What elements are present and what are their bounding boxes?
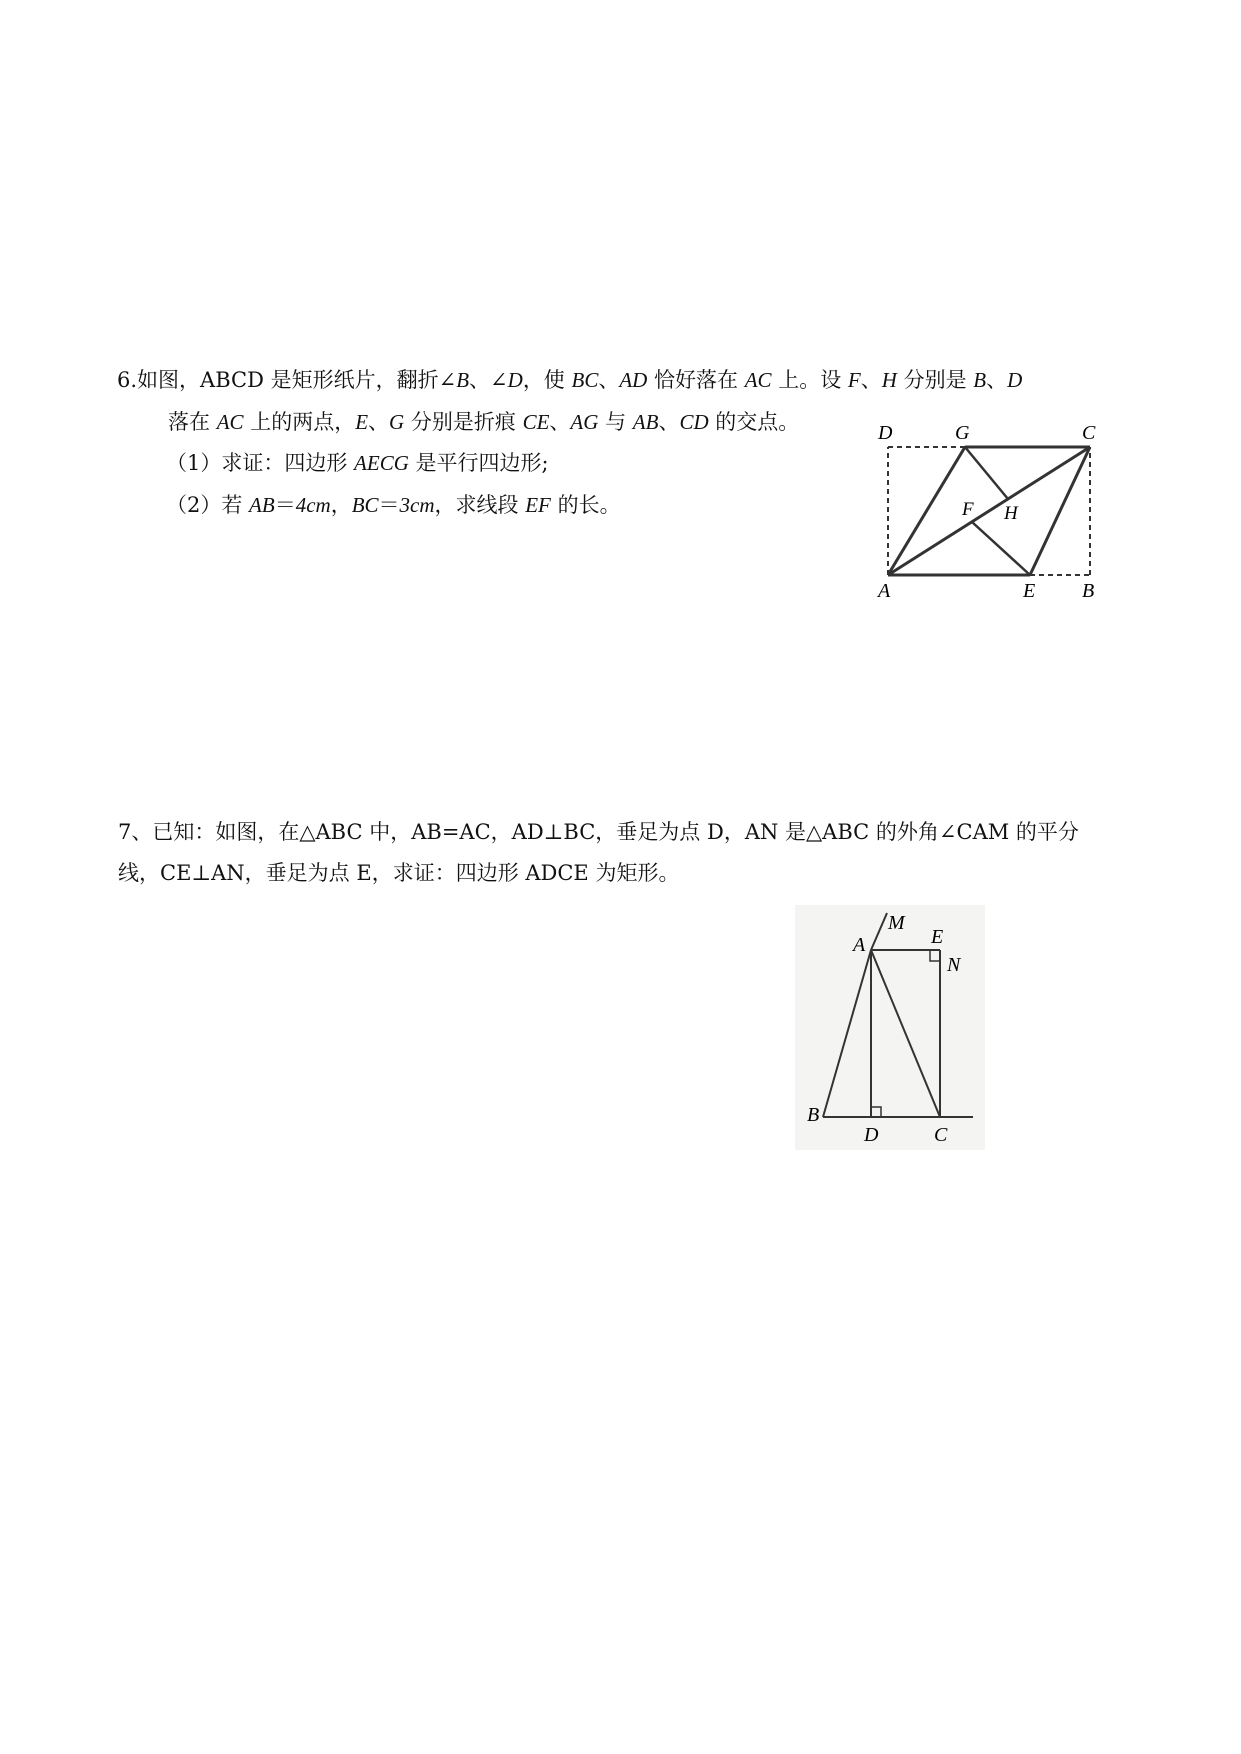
text-run: D xyxy=(507,368,523,392)
text-run: 3cm xyxy=(399,493,435,517)
text-run: ， xyxy=(330,493,352,517)
fig7-label-C: C xyxy=(934,1124,948,1146)
text-run: CE xyxy=(522,410,550,434)
text-run: ＝ xyxy=(378,493,400,517)
text-run: G xyxy=(389,410,405,434)
text-run: 是平行四边形; xyxy=(408,451,549,475)
fig6-segment-GH xyxy=(965,447,1008,499)
fig7-label-D: D xyxy=(864,1124,879,1146)
text-run: 6.如图，ABCD 是矩形纸片，翻折∠ xyxy=(117,368,457,392)
text-run: EF xyxy=(525,493,551,517)
fig6-segment-AG xyxy=(888,447,965,575)
problem6-line2 xyxy=(168,407,799,437)
text-run: 的交点。 xyxy=(708,410,800,434)
text-run: （1）求证：四边形 xyxy=(166,451,355,475)
text-run: E xyxy=(355,410,369,434)
problem7-line2: 线，CE⊥AN，垂足为点 E，求证：四边形 ADCE 为矩形。 xyxy=(118,861,680,885)
fig6-label-A: A xyxy=(878,580,891,602)
fig6-label-H: H xyxy=(1004,503,1018,524)
text-run: 上。设 xyxy=(771,368,848,392)
text-run: BC xyxy=(571,368,599,392)
text-run: AC xyxy=(744,368,772,392)
problem6-line1 xyxy=(117,365,1022,395)
text-run: 分别是 xyxy=(896,368,974,392)
text-run: ，求线段 xyxy=(434,493,526,517)
text-run: 、 xyxy=(598,368,620,392)
text-run: 恰好落在 xyxy=(647,368,745,392)
text-run: 与 xyxy=(598,410,633,434)
text-run: B xyxy=(973,368,987,392)
text-run: AG xyxy=(570,410,599,434)
fig7-label-B: B xyxy=(807,1104,820,1126)
text-run: 、∠ xyxy=(469,368,508,392)
text-run: AB xyxy=(632,410,659,434)
text-run: AB xyxy=(249,493,275,517)
problem6-figure xyxy=(870,415,1110,605)
text-run: AECG xyxy=(354,451,409,475)
fig7-label-N: N xyxy=(947,954,961,976)
text-run: BC xyxy=(351,493,379,517)
text-run: D xyxy=(1007,368,1023,392)
text-run: 上的两点， xyxy=(243,410,356,434)
text-run: ＝ xyxy=(274,493,296,517)
fig6-label-B: B xyxy=(1082,580,1095,602)
text-run: 、 xyxy=(549,410,571,434)
text-run: 、 xyxy=(368,410,390,434)
fig7-label-M: M xyxy=(888,912,905,934)
text-run: 、 xyxy=(658,410,680,434)
text-run: ，使 xyxy=(522,368,572,392)
fig7-label-E: E xyxy=(931,926,944,948)
text-run: 、 xyxy=(986,368,1008,392)
problem6-part1 xyxy=(166,448,549,478)
fig6-label-C: C xyxy=(1082,422,1096,444)
text-run: 4cm xyxy=(295,493,331,517)
text-run: 的长。 xyxy=(550,493,621,517)
text-run: B xyxy=(456,368,470,392)
problem7-line1: 7、已知：如图，在△ABC 中，AB=AC，AD⊥BC，垂足为点 D，AN 是△ABC 的外角∠CAM 的平分 xyxy=(118,820,1079,844)
problem7-figure xyxy=(795,905,985,1150)
text-run: AD xyxy=(619,368,648,392)
text-run: F xyxy=(847,368,861,392)
problem6-part2 xyxy=(166,490,621,520)
fig6-label-E: E xyxy=(1023,580,1036,602)
text-run: AC xyxy=(216,410,244,434)
text-run: （2）若 xyxy=(166,493,250,517)
text-run: H xyxy=(881,368,897,392)
fig6-label-G: G xyxy=(955,422,970,444)
fig6-segment-FE xyxy=(972,522,1030,575)
text-run: CD xyxy=(679,410,709,434)
text-run: 分别是折痕 xyxy=(404,410,523,434)
text-run: 、 xyxy=(860,368,882,392)
fig7-label-A: A xyxy=(853,934,866,956)
fig6-label-D: D xyxy=(878,422,893,444)
fig6-label-F: F xyxy=(962,499,974,520)
text-run: 落在 xyxy=(168,410,217,434)
